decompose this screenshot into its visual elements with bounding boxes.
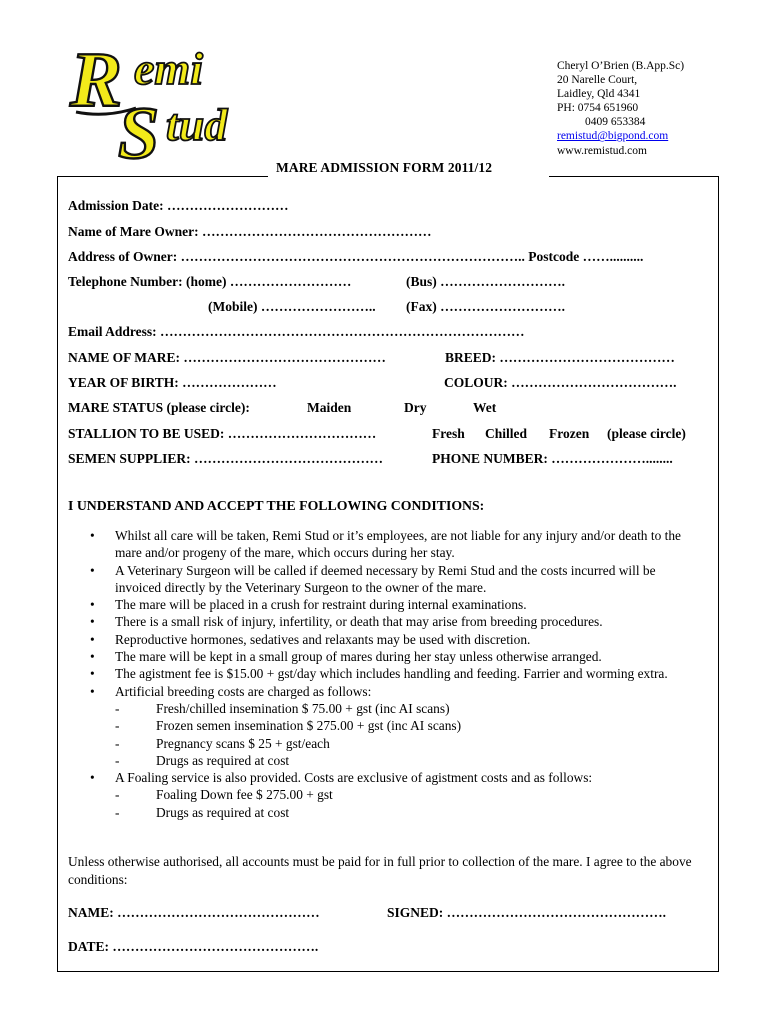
mare-status-label: MARE STATUS (please circle): (68, 400, 250, 415)
breeding-costs-intro: Artificial breeding costs are charged as follows: (115, 683, 372, 699)
contact-address-line2: Laidley, Qld 4341 (557, 88, 641, 101)
condition-item: • The mare will be kept in a small group of mares during her stay unless otherwise arranged. (90, 648, 702, 665)
breeding-cost-text: Drugs as required at cost (156, 752, 290, 768)
mare-status-dry[interactable]: Dry (404, 400, 427, 415)
foaling-costs-list (115, 786, 702, 821)
foaling-cost-item (115, 804, 702, 821)
semen-supplier-field[interactable]: SEMEN SUPPLIER: …………………………………… (68, 451, 384, 466)
foaling-costs-intro: A Foaling service is also provided. Costs are exclusive of agistment costs and as follows: (115, 770, 593, 786)
breeding-cost-text: Pregnancy scans $ 25 + gst/each (156, 735, 330, 751)
foaling-cost-text: Drugs as required at cost (156, 804, 290, 820)
conditions-list (90, 527, 702, 821)
dash-marker: - (115, 804, 120, 820)
breeding-cost-text: Fresh/chilled insemination $ 75.00 + gst (inc AI scans) (156, 700, 450, 716)
phone-mobile-field[interactable]: (Mobile) …………………….. (208, 299, 376, 314)
mare-name-field[interactable]: NAME OF MARE: ……………………………………… (68, 350, 386, 365)
form-title: MARE ADMISSION FORM 2011/12 (276, 160, 493, 175)
contact-phone: PH: 0754 651960 (557, 102, 639, 115)
email-field[interactable]: Email Address: ……………………………………………………………………… (68, 324, 525, 339)
condition-item: • A Veterinary Surgeon will be called if deemed necessary by Remi Stud and the costs incurred will be invoiced directly by the Veterinary Surgeon to the owner of the mare. (90, 562, 702, 597)
contact-email-link[interactable]: remistud@bigpond.com (557, 130, 669, 143)
condition-item-foaling (90, 769, 702, 821)
colour-field[interactable]: COLOUR: ………………………………. (444, 375, 677, 390)
breeding-cost-item (115, 700, 702, 717)
dash-marker: - (115, 752, 120, 768)
year-of-birth-field[interactable]: YEAR OF BIRTH: ………………… (68, 375, 277, 390)
foaling-cost-item (115, 786, 702, 803)
signatory-name-field[interactable]: NAME: ……………………………………… (68, 905, 320, 920)
contact-mobile: 0409 653384 (585, 116, 646, 129)
logo-word-tud: tud (166, 99, 228, 150)
breed-field[interactable]: BREED: ………………………………… (445, 350, 675, 365)
dash-marker: - (115, 735, 120, 751)
semen-type-fresh[interactable]: Fresh (432, 426, 465, 441)
semen-type-frozen[interactable]: Frozen (549, 426, 590, 441)
owner-address-field[interactable]: Address of Owner: ………………………………………………………………….. Postcode …….......... (68, 249, 644, 264)
mare-status-maiden[interactable]: Maiden (307, 400, 352, 415)
dash-marker: - (115, 700, 120, 716)
supplier-phone-field[interactable]: PHONE NUMBER: …………………........ (432, 451, 673, 466)
phone-fax-field[interactable]: (Fax) ………………………. (406, 299, 565, 314)
semen-type-chilled[interactable]: Chilled (485, 426, 528, 441)
conditions-heading: I UNDERSTAND AND ACCEPT THE FOLLOWING CONDITIONS: (68, 498, 485, 513)
signature-field[interactable]: SIGNED: …………………………………………. (387, 905, 667, 920)
contact-address-line1: 20 Narelle Court, (557, 74, 638, 87)
contact-block (557, 59, 684, 158)
semen-type-instruction: (please circle) (607, 426, 686, 441)
phone-home-field[interactable]: Telephone Number: (home) ……………………… (68, 274, 352, 289)
logo-initial-r: R (70, 36, 123, 123)
breeding-cost-item (115, 752, 702, 769)
condition-item: • There is a small risk of injury, infertility, or death that may arise from breeding procedures. (90, 613, 702, 630)
foaling-cost-text: Foaling Down fee $ 275.00 + gst (156, 787, 333, 803)
signing-date-field[interactable]: DATE: ………………………………………. (68, 939, 319, 954)
stallion-field[interactable]: STALLION TO BE USED: …………………………… (68, 426, 377, 441)
logo-initial-s: S (118, 93, 160, 174)
admission-date-field[interactable]: Admission Date: ……………………… (68, 198, 289, 213)
condition-item: • Whilst all care will be taken, Remi Stud or it’s employees, are not liable for any injury and/or death to the mare and/or progeny of the mare, which occurs during her stay. (90, 527, 702, 562)
breeding-cost-item (115, 735, 702, 752)
dash-marker: - (115, 787, 120, 803)
contact-name: Cheryl O’Brien (B.App.Sc) (557, 60, 685, 72)
contact-website: www.remistud.com (557, 144, 647, 157)
condition-item-breeding (90, 683, 702, 769)
phone-bus-field[interactable]: (Bus) ………………………. (406, 274, 566, 289)
mare-owner-field[interactable]: Name of Mare Owner: …………………………………………… (68, 224, 432, 239)
mare-status-wet[interactable]: Wet (473, 400, 497, 415)
breeding-costs-list (115, 700, 702, 769)
breeding-cost-text: Frozen semen insemination $ 275.00 + gst (inc AI scans) (156, 718, 462, 734)
logo-bottom-row (118, 93, 228, 174)
remi-stud-logo (66, 34, 276, 174)
breeding-cost-item (115, 717, 702, 734)
condition-item: • The agistment fee is $15.00 + gst/day which includes handling and feeding. Farrier and worming extra. (90, 665, 702, 682)
condition-item: • The mare will be placed in a crush for restraint during internal examinations. (90, 596, 702, 613)
payment-agreement-text: Unless otherwise authorised, all accounts must be paid for in full prior to collection of the mare. I agree to the above conditions: (68, 854, 692, 887)
dash-marker: - (115, 718, 120, 734)
logo-word-emi: emi (134, 43, 203, 94)
condition-item: • Reproductive hormones, sedatives and relaxants may be used with discretion. (90, 631, 702, 648)
